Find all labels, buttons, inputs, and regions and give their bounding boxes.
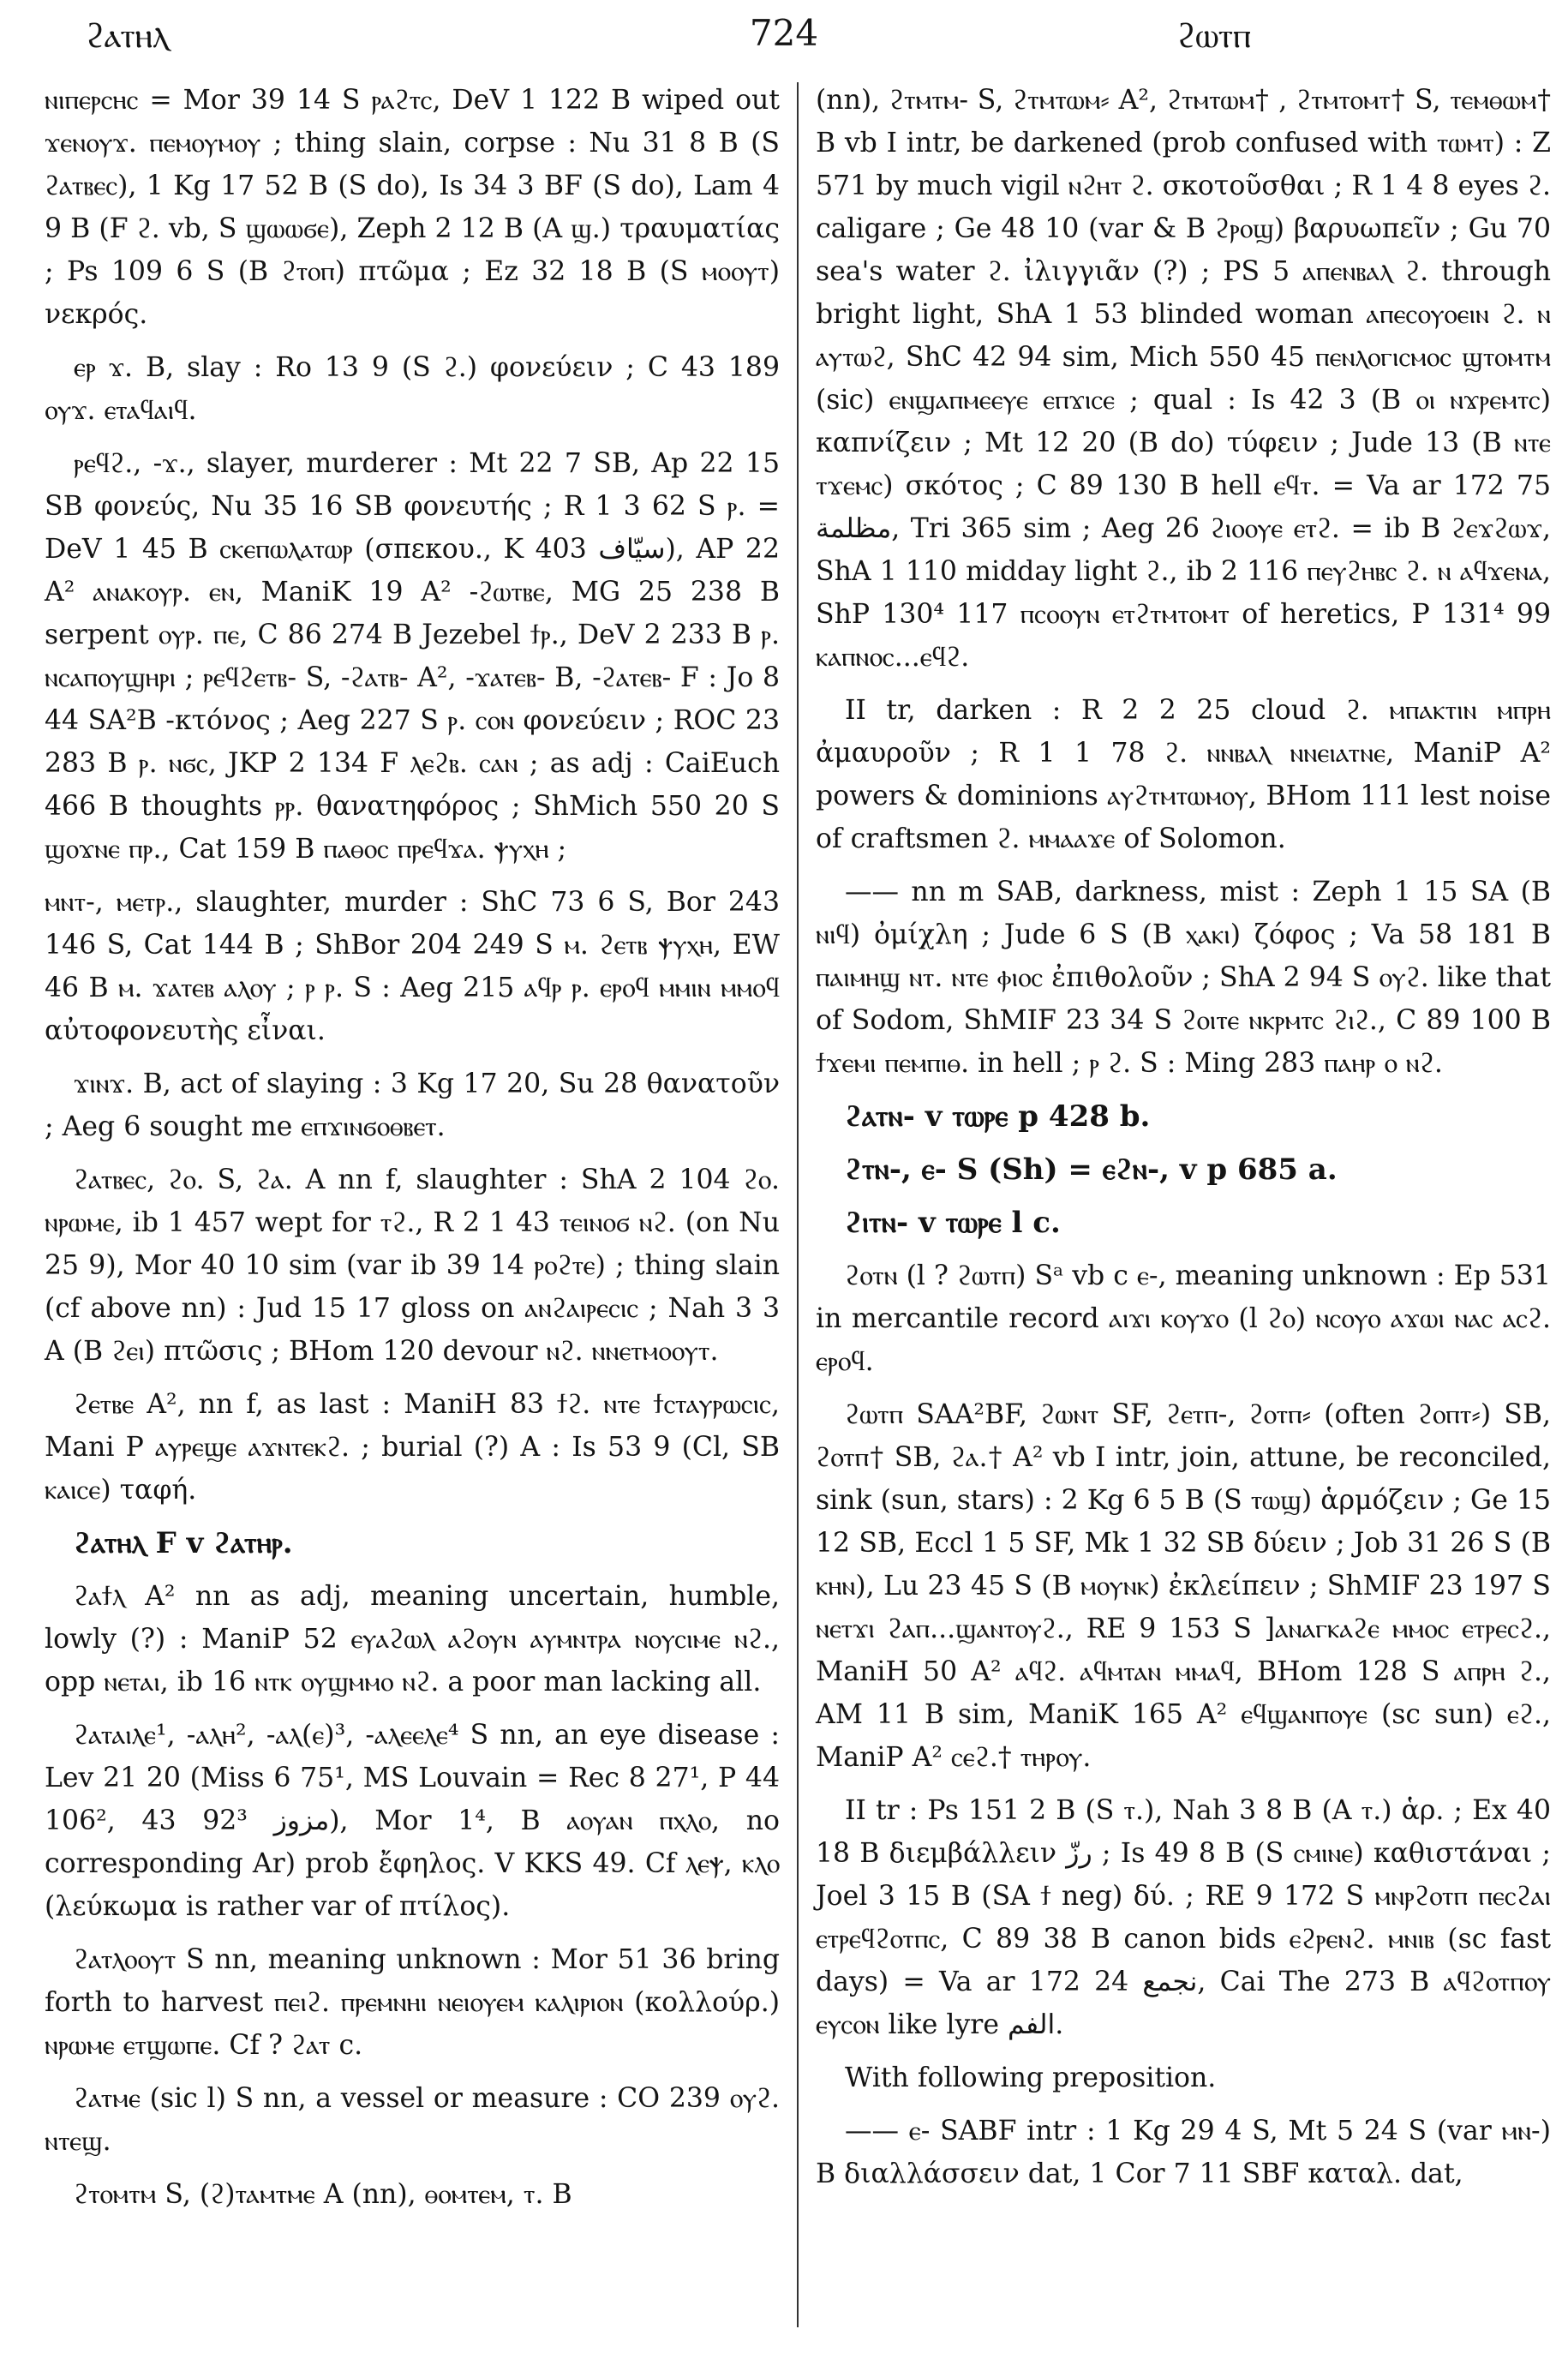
headword-entry: ϩⲁⲧⲛ- v ⲧⲱⲣⲉ p 428 b. <box>845 1099 1151 1134</box>
entry-paragraph: ϫⲓⲛϫ. B, act of slaying : 3 Kg 17 20, Su 28 θανατοῦν ; Aeg 6 sought me ⲉⲡϫⲓⲛϭⲟⲑⲃⲉⲧ. <box>45 1069 780 1142</box>
headword-entry: ϩⲟⲧⲛ (l ? ϩⲱⲧⲡ) Sᵃ vb c ⲉ-, meaning unknown : Ep 531 in mercantile record ⲁⲓϫⲓ ⲕⲟⲩϫⲟ (l ϩⲟ) ⲛⲥⲟⲩⲟ ⲁϫⲱⲓ ⲛⲁⲥ ⲁⲥϩ. ⲉⲣⲟϥ. <box>816 1260 1551 1377</box>
entry-paragraph: —— ⲉ- SABF intr : 1 Kg 29 4 S, Mt 5 24 S (var ⲙⲛ-) B διαλλάσσειν dat, 1 Cor 7 11 SBF καταλ. dat, <box>816 2116 1551 2189</box>
headword-entry: ϩⲧⲟⲙⲧⲙ S, (ϩ)ⲧⲁⲙⲧⲙⲉ A (nn), ⲑⲟⲙⲧⲉⲙ, ⲧ. B <box>74 2179 572 2210</box>
page-header <box>0 7 1568 75</box>
entry-paragraph: ⲙⲛⲧ-, ⲙⲉⲧⲣ., slaughter, murder : ShC 73 6 S, Bor 243 146 S, Cat 144 B ; ShBor 204 249 S ⲙ. ϩⲉⲧⲃ ⲯⲩⲭⲏ, EW 46 B ⲙ. ϫⲁⲧⲉⲃ ⲁⲗⲟⲩ ; ⲣ ⲣ. S : Aeg 215 ⲁϥⲣ ⲣ. ⲉⲣⲟϥ ⲙⲙⲓⲛ ⲙⲙⲟϥ αὐτοφονευτὴς εἶναι. <box>45 887 780 1046</box>
entry-paragraph: II tr, darken : R 2 2 25 cloud ϩ. ⲙⲡⲁⲕⲧⲓⲛ ⲙⲡⲣⲏ ἀμαυροῦν ; R 1 1 78 ϩ. ⲛⲛⲃⲁⲗ ⲛⲛⲉⲓⲁⲧⲛⲉ, ManiP A² powers & dominions ⲁⲩϩⲧⲙⲧⲱⲙⲟⲩ, BHom 111 lest noise of craftsmen ϩ. ⲙⲙⲁⲁϫⲉ of Solomon. <box>816 695 1551 854</box>
page-number: 724 <box>749 12 819 54</box>
headword-entry: ϩⲁⲧⲁⲓⲗⲉ¹, -ⲁⲗⲏ², -ⲁⲗ(ⲉ)³, -ⲁⲗⲉⲉⲗⲉ⁴ S nn, an eye disease : Lev 21 20 (Miss 6 75¹, MS Louvain = Rec 8 27¹, P 44 106², 43 92³ مزوز), Mor 1⁴, B ⲁⲟⲩⲁⲛ ⲡⲭⲗⲟ, no corresponding Ar) prob ἔφηλος. V KKS 49. Cf ⲗⲉⲯ, ⲕⲗⲟ (λεύκωμα is rather var of πτίλος). <box>45 1720 780 1922</box>
headword-entry: ϩⲧⲛ-, ⲉ- S (Sh) = ⲉϩⲛ-, v p 685 a. <box>845 1153 1338 1187</box>
entry-paragraph: ϩⲁⲧⲃⲉⲥ, ϩⲟ. S, ϩⲁ. A nn f, slaughter : ShA 2 104 ϩⲟ. ⲛⲣⲱⲙⲉ, ib 1 457 wept for ⲧϩ., R 2 1 43 ⲧⲉⲓⲛⲟϭ ⲛϩ. (on Nu 25 9), Mor 40 10 sim (var ib 39 14 ⲣⲟϩⲧⲉ) ; thing slain (cf above nn) : Jud 15 17 gloss on ⲁⲛϩⲁⲓⲣⲉⲥⲓⲥ ; Nah 3 3 A (B ϩⲉⲓ) πτῶσις ; BHom 120 devour ⲛϩ. ⲛⲛⲉⲧⲙⲟⲟⲩⲧ. <box>45 1165 780 1367</box>
entry-paragraph: ⲛⲓⲡⲉⲣⲥⲏⲥ = Mor 39 14 S ⲣⲁϩⲧⲥ, DeV 1 122 B wiped out ϫⲉⲛⲟⲩϫ. ⲡⲉⲙⲟⲩⲙⲟⲩ ; thing slain, corpse : Nu 31 8 B (S ϩⲁⲧⲃⲉⲥ), 1 Kg 17 52 B (S do), Is 34 3 BF (S do), Lam 4 9 B (F ϩ. vb, S ϣⲱⲱϭⲉ), Zeph 2 12 B (A ϣ.) τραυματίας ; Ps 109 6 S (B ϩⲧⲟⲡ) πτῶμα ; Ez 32 18 B (S ⲙⲟⲟⲩⲧ) νεκρός. <box>45 85 780 330</box>
entry-paragraph: —— nn m SAB, darkness, mist : Zeph 1 15 SA (B ⲛⲓϥ) ὀμίχλη ; Jude 6 S (B ⲭⲁⲕⲓ) ζόφος ; Va 58 181 B ⲡⲁⲓⲙⲏϣ ⲛⲧ. ⲛⲧⲉ ⲫⲓⲟⲥ ἐπιθολοῦν ; ShA 2 94 S ⲟⲩϩ. like that of Sodom, ShMIF 23 34 S ϩⲟⲓⲧⲉ ⲛⲕⲣⲙⲧⲥ ϩⲓϩ., C 89 100 B ϯϫⲉⲙⲓ ⲡⲉⲙⲡⲓⲑ. in hell ; ⲣ ϩ. S : Ming 283 ⲡⲁⲏⲣ ⲟ ⲛϩ. <box>816 877 1551 1079</box>
headword-entry: ϩⲱⲧⲡ SAA²BF, ϩⲱⲛⲧ SF, ϩⲉⲧⲡ-, ϩⲟⲧⲡ⸗ (often ϩⲟⲡⲧ⸗) SB, ϩⲟⲧⲡ† SB, ϩⲁ.† A² vb I intr, join, attune, be reconciled, sink (sun, stars) : 2 Kg 6 5 B (S ⲧⲱϣ) ἁρμόζειν ; Ge 15 12 SB, Eccl 1 5 SF, Mk 1 32 SB δύειν ; Job 31 26 S (B ⲕⲏⲛ), Lu 23 45 S (B ⲙⲟⲩⲛⲕ) ἐκλείπειν ; ShMIF 23 197 S ⲛⲉⲧϫⲓ ϩⲁⲡ...ϣⲁⲛⲧⲟⲩϩ., RE 9 153 S ]ⲁⲛⲁⲅⲕⲁϩⲉ ⲙⲙⲟⲥ ⲉⲧⲣⲉⲥϩ., ManiH 50 A² ⲁϥϩ. ⲁϥⲙⲧⲁⲛ ⲙⲙⲁϥ, BHom 128 S ⲁⲡⲣⲏ ϩ., AM 11 B sim, ManiK 165 A² ⲉϥϣⲁⲛⲡⲟⲩⲉ (sc sun) ⲉϩ., ManiP A² ⲥⲉϩ.† ⲧⲏⲣⲟⲩ. <box>816 1399 1552 1773</box>
entry-paragraph: ⲉⲣ ϫ. B, slay : Ro 13 9 (S ϩ.) φονεύειν ; C 43 189 ⲟⲩϫ. ⲉⲧⲁϥⲁⲓϥ. <box>45 352 780 426</box>
headword-entry: ϩⲁⲧⲗⲟⲟⲩⲧ S nn, meaning unknown : Mor 51 36 bring forth to harvest ⲡⲉⲓϩ. ⲡⲣⲉⲙⲛⲏⲓ ⲛⲉⲓⲟⲩⲉⲙ ⲕⲁⲗⲓⲣⲓⲟⲛ (κολλούρ.) ⲛⲣⲱⲙⲉ ⲉⲧϣⲱⲡⲉ. Cf ? ϩⲁⲧ c. <box>45 1944 780 2061</box>
entry-paragraph: ϩⲉⲧⲃⲉ A², nn f, as last : ManiH 83 ϯϩ. ⲛⲧⲉ ϯⲥⲧⲁⲩⲣⲱⲥⲓⲥ, Mani P ⲁⲩⲣⲉϣⲉ ⲁϫⲛⲧⲉⲕϩ. ; burial (?) A : Is 53 9 (Cl, SB ⲕⲁⲓⲥⲉ) ταφή. <box>45 1389 780 1506</box>
headword-entry: ϩⲁⲧⲙⲉ (sic l) S nn, a vessel or measure : CO 239 ⲟⲩϩ. ⲛⲧⲉϣ. <box>45 2083 780 2157</box>
right-column <box>816 79 1551 2206</box>
headword-entry: ϩⲓⲧⲛ- v ⲧⲱⲣⲉ l c. <box>845 1206 1061 1240</box>
headword-entry: ϩⲁⲧⲏⲗ F v ϩⲁⲧⲏⲣ. <box>74 1526 293 1560</box>
entry-paragraph: (nn), ϩⲧⲙⲧⲙ- S, ϩⲧⲙⲧⲱⲙ⸗ A², ϩⲧⲙⲧⲱⲙ† , ϩⲧⲙⲧⲟⲙⲧ† S, ⲧⲉⲙⲑⲱⲙ† B vb I intr, be darkened (prob confused with ⲧⲱⲙⲧ) : Z 571 by much vigil ⲛϩⲏⲧ ϩ. σκοτοῦσθαι ; R 1 4 8 eyes ϩ. caligare ; Ge 48 10 (var & B ϩⲣⲟϣ) βαρυωπεῖν ; Gu 70 sea's water ϩ. ἰλιγγιᾶν (?) ; PS 5 ⲁⲡⲉⲛⲃⲁⲗ ϩ. through bright light, ShA 1 53 blinded woman ⲁⲡⲉⲥⲟⲩⲟⲉⲓⲛ ϩ. ⲛ ⲁⲩⲧⲱϩ, ShC 42 94 sim, Mich 550 45 ⲡⲉⲛⲗⲟⲅⲓⲥⲙⲟⲥ ϣⲧⲟⲙⲧⲙ (sic) ⲉⲛϣⲁⲡⲙⲉⲉⲩⲉ ⲉⲡϫⲓⲥⲉ ; qual : Is 42 3 (B ⲟⲓ ⲛϫⲣⲉⲙⲧⲥ) καπνίζειν ; Mt 12 20 (B do) τύφειν ; Jude 13 (B ⲛⲧⲉ ⲧϫⲉⲙⲥ) σκότος ; C 89 130 B hell ⲉϥⲧ. = Va ar 172 75 مظلمة, Tri 365 sim ; Aeg 26 ϩⲓⲟⲟⲩⲉ ⲉⲧϩ. = ib B ϩⲉϫϩⲱϫ, ShA 1 110 midday light ϩ., ib 2 116 ⲡⲉⲩϩⲏⲃⲥ ϩ. ⲛ ⲁϥϫⲉⲛⲁ, ShP 130⁴ 117 ⲡⲥⲟⲟⲩⲛ ⲉⲧϩⲧⲙⲧⲟⲙⲧ of heretics, P 131⁴ 99 ⲕⲁⲡⲛⲟⲥ...ⲉϥϩ. <box>816 85 1551 673</box>
entry-paragraph: ⲣⲉϥϩ., -ϫ., slayer, murderer : Mt 22 7 SB, Ap 22 15 SB φονεύς, Nu 35 16 SB φονευτής ; R 1 3 62 S ⲣ. = DeV 1 45 B ⲥⲕⲉⲡⲱⲗⲁⲧⲱⲣ (σπεκου., K 403 سيّاف), AP 22 A² ⲁⲛⲁⲕⲟⲩⲣ. ⲉⲛ, ManiK 19 A² -ϩⲱⲧⲃⲉ, MG 25 238 B serpent ⲟⲩⲣ. ⲡⲉ, C 86 274 B Jezebel ϯⲣ., DeV 2 233 B ⲣ. ⲛⲥⲁⲡⲟⲩϣⲏⲣⲓ ; ⲣⲉϥϩⲉⲧⲃ- S, -ϩⲁⲧⲃ- A², -ϫⲁⲧⲉⲃ- B, -ϩⲁⲧⲉⲃ- F : Jo 8 44 SA²B -κτόνος ; Aeg 227 S ⲣ. ⲥⲟⲛ φονεύειν ; ROC 23 283 B ⲣ. ⲛϭⲥ, JKP 2 134 F ⲗⲉϩⲃ. ⲥⲁⲛ ; as adj : CaiEuch 466 B thoughts ⲣⲣ. θανατηφόρος ; ShMich 550 20 S ϣⲟϫⲛⲉ ⲡⲣ., Cat 159 B ⲡⲁⲑⲟⲥ ⲡⲣⲉϥϫⲁ. ⲯⲩⲭⲏ ; <box>45 448 780 865</box>
entry-paragraph: II tr : Ps 151 2 B (S ⲧ.), Nah 3 8 B (A ⲧ.) ἁρ. ; Ex 40 18 B διεμβάλλειν رزّ ; Is 49 8 B (S ⲥⲙⲓⲛⲉ) καθιστάναι ; Joel 3 15 B (SA ϯ neg) δύ. ; RE 9 172 S ⲙⲛⲣϩⲟⲧⲡ ⲡⲉⲥϩⲁⲓ ⲉⲧⲣⲉϥϩⲟⲧⲡⲥ, C 89 38 B canon bids ⲉϩⲣⲉⲛϩ. ⲙⲛⲓⲃ (sc fast days) = Va ar 172 24 نجمع, Cai The 273 B ⲁϥϩⲟⲧⲡⲟⲩ ⲉⲩⲥⲟⲛ like lyre الفم. <box>816 1795 1552 2040</box>
headword-entry: ϩⲁϯⲗ A² nn as adj, meaning uncertain, humble, lowly (?) : ManiP 52 ⲉⲩⲁϩⲱⲗ ⲁϩⲟⲩⲛ ⲁⲩⲙⲛⲧⲣⲁ ⲛⲟⲩⲥⲓⲙⲉ ⲛϩ., opp ⲛⲉⲧⲁⲓ, ib 16 ⲛⲧⲕ ⲟⲩϣⲙⲙⲟ ⲛϩ. a poor man lacking all. <box>45 1581 780 1697</box>
running-head-right: ϩⲱⲧⲡ <box>1176 16 1251 56</box>
column-divider <box>797 82 799 2327</box>
entry-paragraph: With following preposition. <box>845 2063 1217 2093</box>
running-head-left: ϩⲁⲧⲏⲗ <box>86 16 169 56</box>
left-column <box>45 79 780 2226</box>
